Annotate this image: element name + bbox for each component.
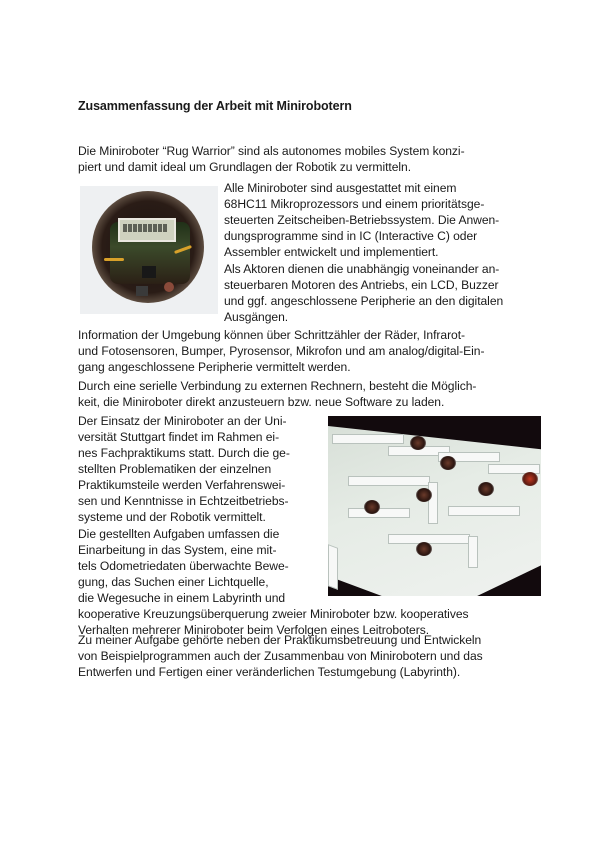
robot-wire	[104, 258, 124, 261]
robot-chip	[136, 286, 148, 296]
paragraph-my-role: Zu meiner Aufgabe gehörte neben der Praktikumsbetreuung und Entwickeln von Beispielprogrammen auch der Zusammenbau von Minirobotern und das Entwerfen und Fertigen einer veränderlichen Testumgebung (Labyrinth).	[78, 633, 483, 679]
robot-lcd-text	[123, 224, 167, 232]
minirobot	[416, 488, 432, 502]
robot-component	[164, 282, 174, 292]
maze-wall	[428, 482, 438, 524]
minirobot	[440, 456, 456, 470]
paragraph-hardware: Alle Miniroboter sind ausgestattet mit einem 68HC11 Mikroprozessors und einem prioritätsge- steuerten Zeitscheiben-Betriebssystem. Die Anwen- dungsprogramme sind in IC (Interactive C) oder Assembler entwickelt und implementiert.	[224, 181, 500, 259]
maze-wall	[332, 434, 404, 444]
maze-wall	[348, 476, 430, 486]
minirobot	[364, 500, 380, 514]
paragraph-university: Der Einsatz der Miniroboter an der Uni- versität Stuttgart findet im Rahmen ei- nes Fachpraktikums statt. Durch die ge- stellten Problematiken der einzelnen Praktikumsteile werden Verfahrenswei- sen und Kenntnisse in Echtzeitbetriebs- systeme und der Robotik vermittelt.	[78, 414, 290, 524]
paragraph-intro: Die Miniroboter “Rug Warrior” sind als autonomes mobiles System konzi- piert und damit ideal um Grundlagen der Robotik zu vermitteln.	[78, 144, 465, 174]
maze-wall	[448, 506, 520, 516]
minirobot	[478, 482, 494, 496]
paragraph-serial: Durch eine serielle Verbindung zu externen Rechnern, besteht die Möglich- keit, die Miniroboter direkt anzusteuern bzw. neue Software zu laden.	[78, 379, 477, 409]
robot-photo	[80, 186, 218, 314]
minirobot	[410, 436, 426, 450]
paragraph-sensors: Information der Umgebung können über Schrittzähler der Räder, Infrarot- und Fotosensoren, Bumper, Pyrosensor, Mikrofon und am analog/digital-Ein- gang angeschlossene Peripherie vermittelt werden.	[78, 328, 485, 374]
maze-wall	[468, 536, 478, 568]
paragraph-tasks: Die gestellten Aufgaben umfassen die Einarbeitung in das System, eine mit- tels Odometriedaten überwachte Bewe- gung, das Suchen einer Lichtquelle, die Wegesuche in einem Labyrinth und kooperative Kreuzungsüberquerung zweier Miniroboter bzw. kooperatives Verhalten mehrerer Miniroboter beim Verfolgen eines Leitroboters.	[78, 527, 469, 637]
robot-chip	[142, 266, 156, 278]
paragraph-actuators: Als Aktoren dienen die unabhängig voneinander an- steuerbaren Motoren des Antriebs, ein LCD, Buzzer und ggf. angeschlossene Peripherie an den digitalen Ausgängen.	[224, 262, 504, 324]
page-title: Zusammenfassung der Arbeit mit Minirobotern	[78, 99, 352, 113]
minirobot	[522, 472, 538, 486]
